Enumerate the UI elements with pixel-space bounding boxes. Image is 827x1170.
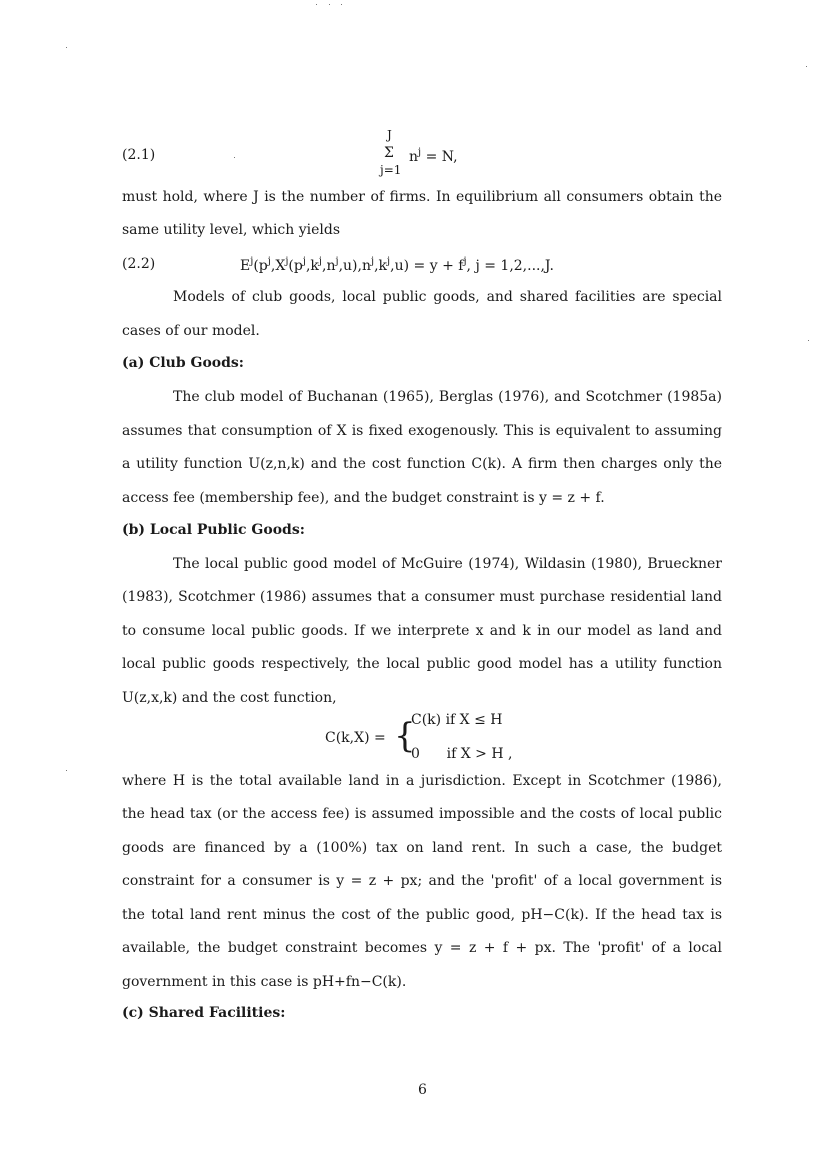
section-heading-local-public-goods: (b) Local Public Goods: [122,522,305,538]
n-superscript: j [418,147,422,158]
n-term: n [409,149,419,165]
equation-2-2-label: (2.2) [122,256,156,272]
cost-function-lhs: C(k,X) = [325,730,386,746]
cost-function-case-1: C(k) if X ≤ H [411,712,503,728]
paragraph-line: (1983), Scotchmer (1986) assumes that a consumer must purchase residential land [122,589,722,605]
paragraph-line: assumes that consumption of X is fixed exogenously. This is equivalent to assuming [122,423,722,439]
paragraph-line: where H is the total available land in a jurisdiction. Except in Scotchmer (1986), [122,773,722,789]
paragraph-line: Models of club goods, local public goods, and shared facilities are special [173,289,722,305]
scan-speck [329,4,330,5]
paragraph-line: access fee (membership fee), and the budget constraint is y = z + f. [122,490,605,506]
cost-function-case-2: 0 if X > H , [411,746,513,762]
paragraph-line: constraint for a consumer is y = z + px; and the 'profit' of a local government is [122,873,722,889]
scan-speck [806,66,807,67]
equation-rhs: = N, [421,149,458,165]
section-heading-shared-facilities: (c) Shared Facilities: [122,1005,286,1021]
equation-2-2-expression: $E^j(p^j,X^j(p^j,k^j,n^j,u),n^j,k^j,u) = y + f^j$, j = 1,2,...,J. [240,256,554,274]
page-number: 6 [418,1082,427,1098]
paragraph-line: available, the budget constraint becomes y = z + f + px. The 'profit' of a local [122,940,722,956]
paragraph-line: cases of our model. [122,323,260,339]
paragraph-line: U(z,x,k) and the cost function, [122,690,337,706]
scan-speck [66,770,67,771]
paragraph-line: to consume local public goods. If we interprete x and k in our model as land and [122,623,722,639]
scan-speck [808,340,809,341]
brace-symbol: { [394,716,416,756]
equation-2-1-body [409,147,458,165]
paragraph-line: The local public good model of McGuire (1974), Wildasin (1980), Brueckner [173,556,722,572]
paragraph-line: the head tax (or the access fee) is assumed impossible and the costs of local public [122,806,722,822]
sum-symbol: Σ [384,145,394,161]
paragraph-line: same utility level, which yields [122,222,341,238]
sum-lower-limit: j=1 [380,163,402,177]
paragraph-line: The club model of Buchanan (1965), Berglas (1976), and Scotchmer (1985a) [173,389,722,405]
paragraph-line: local public goods respectively, the local public good model has a utility function [122,656,722,672]
paragraph-line: government in this case is pH+fn−C(k). [122,974,407,990]
sum-upper-limit: J [387,128,392,142]
paragraph-line: the total land rent minus the cost of the public good, pH−C(k). If the head tax is [122,907,722,923]
scan-speck [234,157,235,158]
paragraph-line: goods are financed by a (100%) tax on land rent. In such a case, the budget [122,840,722,856]
equation-2-1-label: (2.1) [122,147,156,163]
scan-speck [341,4,342,5]
section-heading-club-goods: (a) Club Goods: [122,355,244,371]
paragraph-line: a utility function U(z,n,k) and the cost function C(k). A firm then charges only the [122,456,722,472]
scan-speck [66,47,67,48]
scan-speck [316,4,317,5]
paragraph-line: must hold, where J is the number of firms. In equilibrium all consumers obtain the [122,189,722,205]
